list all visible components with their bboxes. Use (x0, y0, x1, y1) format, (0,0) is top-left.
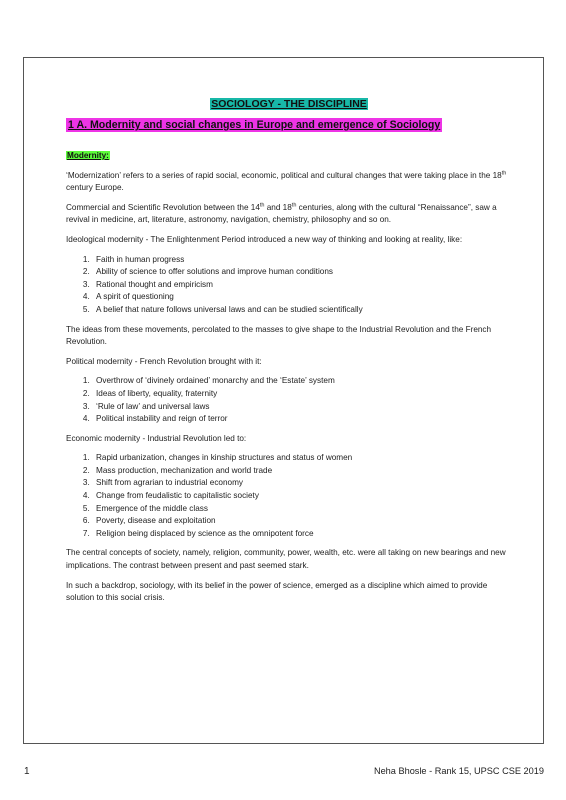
paragraph-economic-modernity: Economic modernity - Industrial Revolution led to: (66, 433, 247, 443)
list-political (66, 375, 512, 425)
list-item: 5. Emergence of the middle class (92, 503, 512, 516)
list-item: 5. A belief that nature follows universal laws and can be studied scientifically (92, 304, 512, 317)
sub-heading-modernity: Modernity: (67, 151, 109, 160)
list-item: 4. Change from feudalistic to capitalistic society (92, 490, 512, 503)
list-item: 1. Faith in human progress (92, 254, 512, 267)
list-economic (66, 452, 512, 540)
list-item: 2. Mass production, mechanization and world trade (92, 465, 512, 478)
list-item: 1. Overthrow of ‘divinely ordained’ monarchy and the ‘Estate’ system (92, 375, 512, 388)
paragraph-political-modernity: Political modernity - French Revolution brought with it: (66, 356, 262, 366)
list-ideological (66, 254, 512, 317)
list-item: 3. Shift from agrarian to industrial economy (92, 477, 512, 490)
list-item: 2. Ability of science to offer solutions and improve human conditions (92, 266, 512, 279)
list-item: 4. A spirit of questioning (92, 291, 512, 304)
list-item: 4. Political instability and reign of terror (92, 413, 512, 426)
footer-credit: Neha Bhosle - Rank 15, UPSC CSE 2019 (373, 766, 544, 776)
list-item: 1. Rapid urbanization, changes in kinship structures and status of women (92, 452, 512, 465)
list-item: 2. Ideas of liberty, equality, fraternity (92, 388, 512, 401)
section-heading: 1 A. Modernity and social changes in Europe and emergence of Sociology (68, 119, 441, 131)
page-number: 1 (24, 766, 30, 777)
list-item: 6. Poverty, disease and exploitation (92, 515, 512, 528)
document-title: SOCIOLOGY - THE DISCIPLINE (211, 98, 367, 110)
paragraph-conclusion: In such a backdrop, sociology, with its belief in the power of science, emerged as a discipline which aimed to provide solution to this social crisis. (66, 580, 488, 603)
list-item: 3. Rational thought and empiricism (92, 279, 512, 292)
list-item: 7. Religion being displaced by science as the omnipotent force (92, 528, 512, 541)
paragraph-commercial-revolution: Commercial and Scientific Revolution between the 14th and 18th centuries, along with the cultural “Renaissance”, saw a revival in medicine, art, literature, astronomy, navigation, chemistry, philosophy and so on. (66, 202, 497, 225)
paragraph-ideological-modernity: Ideological modernity - The Enlightenment Period introduced a new way of thinking and looking at reality, like: (66, 234, 463, 244)
list-item: 3. ‘Rule of law’ and universal laws (92, 401, 512, 414)
paragraph-central-concepts: The central concepts of society, namely, religion, community, power, wealth, etc. were all taking on new bearings and new implications. The contrast between present and past seemed stark. (66, 548, 506, 571)
paragraph-ideas-percolated: The ideas from these movements, percolated to the masses to give shape to the Industrial Revolution and the French Revolution. (66, 324, 492, 347)
document-body (66, 98, 512, 612)
paragraph-modernization: ‘Modernization’ refers to a series of rapid social, economic, political and cultural changes that were taking place in the 18th century Europe. (66, 169, 507, 193)
